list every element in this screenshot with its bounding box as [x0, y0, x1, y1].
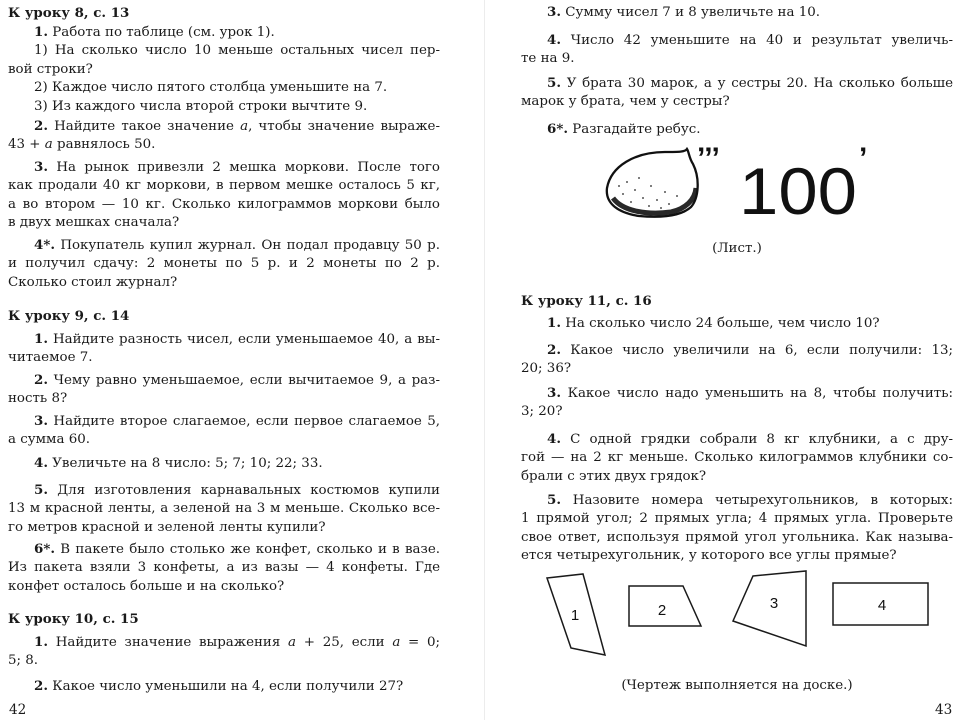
task-line: как продали 40 кг моркови, в первом мешке осталось 5 кг,	[8, 178, 440, 194]
task-line: 5; 8.	[8, 653, 39, 669]
task-line: гой — на 2 кг меньше. Сколько килограммов клубники со-	[521, 450, 953, 466]
task-number: 1.	[34, 24, 48, 40]
task-line: Из пакета взяли 3 конфеты, а из вазы — 4 конфеты. Где	[8, 560, 440, 576]
page-number-left: 42	[9, 702, 27, 718]
variable-a: а	[240, 119, 249, 134]
task-line: 1 прямой угол; 2 прямых угла; 4 прямых угла. Проверьте	[521, 511, 953, 527]
task-text: Чему равно уменьшаемое, если вычитаемое 9, а раз-	[53, 373, 440, 388]
variable-a: а	[392, 635, 401, 650]
rebus-answer: (Лист.)	[712, 241, 762, 256]
task-text: если	[351, 635, 385, 650]
task-line: читаемое 7.	[8, 350, 93, 366]
task-line: 1) На сколько число 10 меньше остальных чисел пер-	[34, 43, 440, 59]
task-line: го метров красной и зеленой ленты купили?	[8, 519, 326, 535]
task-10-3	[521, 3, 953, 22]
task-10-1	[8, 633, 440, 671]
task-line: и получил сдачу: 2 монеты по 5 р. и 2 монеты по 2 р.	[8, 256, 440, 272]
task-number: 4.	[547, 32, 561, 48]
task-number: 2.	[34, 118, 48, 134]
task-8-1	[8, 23, 440, 116]
task-text: Сумму чисел 7 и 8 увеличьте на 10.	[565, 5, 821, 20]
task-10-5	[521, 74, 953, 112]
task-9-3	[8, 412, 440, 450]
task-text: Назовите номера четырехугольников, в которых:	[572, 493, 953, 508]
quadrilateral-1-label: 1	[570, 607, 580, 624]
task-text: Работа по таблице (см. урок 1).	[52, 25, 275, 40]
task-line: 20; 36?	[521, 361, 572, 377]
task-line: конфет осталось больше и на сколько?	[8, 578, 285, 594]
task-number: 6*.	[547, 121, 568, 137]
task-number: 4.	[34, 455, 48, 471]
quadrilateral-4-label: 4	[877, 597, 887, 614]
task-number: 2.	[34, 678, 48, 694]
quadrilateral-2-label: 2	[657, 602, 667, 619]
task-text: Найдите второе слагаемое, если первое слагаемое 5,	[53, 414, 440, 429]
task-text: Какое число увеличили на 6, если получили: 13;	[570, 343, 953, 358]
task-10-2	[8, 677, 440, 696]
task-9-6	[8, 540, 440, 596]
quadrilateral-2	[629, 586, 701, 626]
lesson-8-heading: К уроку 8, с. 13	[8, 5, 130, 21]
task-line: 3) Из каждого числа второй строки вычтите 9.	[34, 98, 368, 114]
task-11-3	[521, 384, 953, 422]
task-9-1	[8, 330, 440, 368]
task-text: На рынок привезли 2 мешка моркови. После того	[56, 160, 440, 175]
task-8-2	[8, 117, 440, 155]
lemon-icon	[607, 149, 698, 217]
task-11-2	[521, 341, 953, 379]
task-line: свое ответ, используя прямой угол угольника. Как называ-	[521, 529, 953, 545]
lesson-9-heading: К уроку 9, с. 14	[8, 308, 130, 324]
task-text: Покупатель купил журнал. Он подал продавцу 50 р.	[60, 238, 440, 253]
rebus-primes: ’’’	[697, 142, 720, 175]
quadrilateral-1	[547, 574, 605, 655]
task-number: 3.	[34, 159, 48, 175]
quadrilateral-3-label: 3	[769, 595, 779, 612]
task-number: 4*.	[34, 237, 55, 253]
task-text: Какое число уменьшили на 4, если получили 27?	[52, 679, 404, 694]
task-text: С одной грядки собрали 8 кг клубники, а с дру-	[570, 432, 953, 447]
task-number: 5.	[547, 75, 561, 91]
task-line: 13 м красной ленты, а зеленой на 3 м меньше. Сколько все-	[8, 501, 440, 517]
task-number: 2.	[34, 372, 48, 388]
variable-a: а	[44, 137, 53, 153]
expression	[288, 635, 344, 650]
task-line: Сколько стоил журнал?	[8, 274, 178, 290]
task-9-4	[8, 454, 440, 473]
task-text: Число 42 уменьшите на 40 и результат увеличь-	[570, 33, 953, 48]
condition	[392, 635, 440, 650]
task-text: Какое число надо уменьшить на 8, чтобы получить:	[567, 386, 953, 401]
task-11-1	[521, 314, 953, 333]
task-number: 2.	[547, 342, 561, 358]
task-line: а сумма 60.	[8, 432, 90, 448]
task-text: Разгадайте ребус.	[572, 122, 701, 137]
lesson-10-heading: К уроку 10, с. 15	[8, 611, 139, 627]
task-11-5	[521, 491, 953, 566]
lesson-11-heading: К уроку 11, с. 16	[521, 293, 652, 309]
task-text: У брата 30 марок, а у сестры 20. На сколько больше	[566, 76, 953, 91]
task-number: 1.	[34, 634, 48, 650]
task-line: в двух мешках сначала?	[8, 215, 180, 231]
task-number: 4.	[547, 431, 561, 447]
drawing-note: (Чертеж выполняется на доске.)	[621, 678, 853, 693]
task-number: 5.	[547, 492, 561, 508]
task-text: , чтобы значение выраже-	[248, 119, 440, 134]
task-line: ность 8?	[8, 391, 68, 407]
task-text: Найдите значение выражения	[55, 635, 281, 650]
task-10-4	[521, 31, 953, 69]
expression: 43 +	[8, 137, 45, 153]
expression-rest: + 25,	[296, 635, 344, 650]
task-line: марок у брата, чем у сестры?	[521, 94, 730, 110]
task-text: Увеличьте на 8 число: 5; 7; 10; 22; 33.	[52, 456, 323, 471]
task-9-5	[8, 481, 440, 537]
rebus-prime: ’	[859, 142, 868, 175]
task-text: Найдите такое значение	[54, 119, 234, 134]
task-text: Для изготовления карнавальных костюмов купили	[57, 483, 440, 498]
variable-a: а	[288, 635, 297, 650]
task-9-2	[8, 371, 440, 409]
condition-rest: = 0;	[400, 635, 441, 650]
task-line: вой строки?	[8, 61, 93, 77]
task-number: 6*.	[34, 541, 55, 557]
task-number: 3.	[34, 413, 48, 429]
task-10-6	[521, 120, 953, 139]
task-8-4	[8, 236, 440, 292]
rebus-figure	[605, 138, 905, 228]
task-text: Найдите разность чисел, если уменьшаемое 40, а вы-	[52, 332, 440, 347]
task-8-3	[8, 158, 440, 233]
page-gutter	[484, 0, 485, 720]
task-line: 2) Каждое число пятого столбца уменьшите на 7.	[34, 80, 388, 96]
task-text: В пакете было столько же конфет, сколько и в вазе.	[60, 542, 440, 557]
quadrilaterals-figure	[521, 566, 953, 666]
task-line: брали с этих двух грядок?	[521, 468, 707, 484]
task-number: 1.	[547, 315, 561, 331]
task-line: а во втором — 10 кг. Сколько килограммов моркови было	[8, 196, 440, 212]
task-line: ется четырехугольник, у которого все углы прямые?	[521, 548, 897, 564]
task-number: 3.	[547, 4, 561, 20]
task-number: 1.	[34, 331, 48, 347]
task-line: те на 9.	[521, 51, 575, 67]
task-text: На сколько число 24 больше, чем число 10?	[565, 316, 880, 331]
task-11-4	[521, 430, 953, 486]
rebus-number: 100	[739, 154, 857, 228]
quadrilateral-4	[833, 583, 928, 625]
task-number: 5.	[34, 482, 48, 498]
task-text: равнялось 50.	[52, 137, 156, 153]
quadrilateral-3	[733, 571, 806, 646]
page-number-right: 43	[935, 702, 953, 718]
task-line: 3; 20?	[521, 404, 563, 420]
task-number: 3.	[547, 385, 561, 401]
